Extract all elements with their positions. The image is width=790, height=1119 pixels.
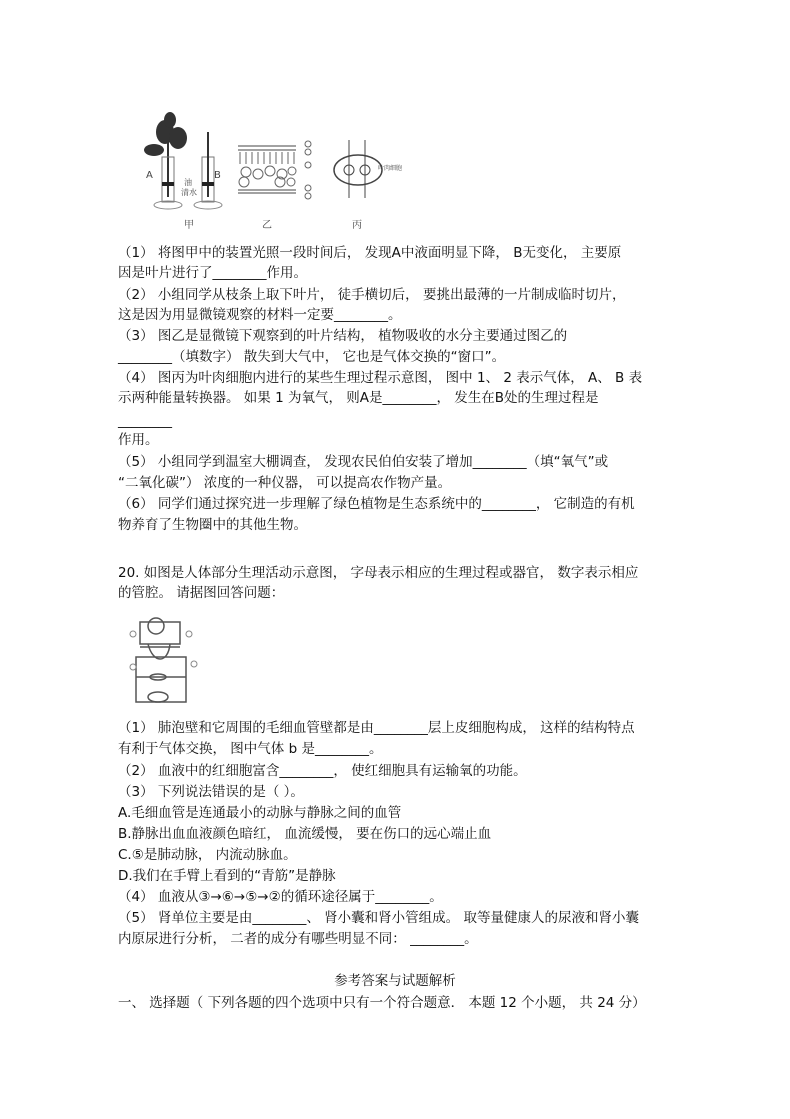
q19-line: 因是叶片进行了________作用。 xyxy=(118,265,307,281)
figure-caption-bing: 丙 xyxy=(352,220,362,231)
label-jia-oil: 油 xyxy=(184,178,192,187)
figure-caption-yi: 乙 xyxy=(262,220,272,231)
q19-line: 这是因为用显微镜观察的材料一定要________。 xyxy=(118,307,402,323)
q19-line: （4） 图丙为叶肉细胞内进行的某些生理过程示意图， 图中 1、 2 表示气体， A、 B 表 xyxy=(118,370,643,386)
q19-line: ________（填数字） 散失到大气中， 它也是气体交换的“窗口”。 xyxy=(118,349,506,365)
q20-line: （4） 血液从③→⑥→⑤→②的循环途径属于________。 xyxy=(118,889,443,905)
figure-caption-jia: 甲 xyxy=(184,220,194,231)
q19-line: 作用。 xyxy=(118,432,159,448)
q19-line: （2） 小组同学从枝条上取下叶片， 徒手横切后， 要挑出最薄的一片制成临时切片， xyxy=(118,287,626,303)
q20-option-d: D.我们在手臂上看到的“青筋”是静脉 xyxy=(118,868,336,884)
q20-line: （1） 肺泡壁和它周围的毛细血管壁都是由________层上皮细胞构成， 这样的结构特点 xyxy=(118,720,635,736)
q19-blank: ________ xyxy=(118,413,172,429)
q20-line: （3） 下列说法错误的是（ ）。 xyxy=(118,784,304,800)
q20-option-c: C.⑤是肺动脉， 内流动脉血。 xyxy=(118,847,297,863)
q19-line: （1） 将图甲中的装置光照一段时间后， 发现A中液面明显下降， B无变化， 主要原 xyxy=(118,245,622,261)
label-jia-water: 清水 xyxy=(181,188,197,197)
q19-line: （6） 同学们通过探究进一步理解了绿色植物是生态系统中的________， 它制造的有机 xyxy=(118,496,635,512)
answers-title: 参考答案与试题解析 xyxy=(334,973,456,989)
q19-line: （5） 小组同学到温室大棚调查， 发现农民伯伯安装了增加________（填“氧气”或 xyxy=(118,454,609,470)
q19-line: “二氧化碳”） 浓度的一种仪器， 可以提高农作物产量。 xyxy=(118,475,452,491)
figure-circulation-diagram xyxy=(128,612,203,707)
q20-line: 内原尿进行分析， 二者的成分有哪些明显不同： ________。 xyxy=(118,931,478,947)
label-bing-cell: 叶肉细胞 xyxy=(378,165,403,172)
q20-intro: 20. 如图是人体部分生理活动示意图， 字母表示相应的生理过程或器官， 数字表示相应 xyxy=(118,565,639,581)
q20-intro: 的管腔。 请据图回答问题： xyxy=(118,585,285,601)
q20-option-a: A.毛细血管是连通最小的动脉与静脉之间的血管 xyxy=(118,805,402,821)
q20-line: （5） 肾单位主要是由________、 肾小囊和肾小管组成。 取等量健康人的尿液和肾小囊 xyxy=(118,910,639,926)
q20-option-b: B.静脉出血血液颜色暗红， 血流缓慢， 要在伤口的远心端止血 xyxy=(118,826,492,842)
q19-line: 示两种能量转换器。 如果 1 为氧气， 则A是________， 发生在B处的生理过程是 xyxy=(118,390,599,406)
q20-line: 有利于气体交换， 图中气体 b 是________。 xyxy=(118,741,383,757)
q19-line: 物养育了生物圈中的其他生物。 xyxy=(118,517,307,533)
label-jia-b: B xyxy=(214,170,221,181)
q20-line: （2） 血液中的红细胞富含________， 使红细胞具有运输氧的功能。 xyxy=(118,763,527,779)
figure-yi-leaf-section xyxy=(236,140,316,200)
q19-line: （3） 图乙是显微镜下观察到的叶片结构， 植物吸收的水分主要通过图乙的 xyxy=(118,328,568,344)
answers-section-heading: 一、 选择题（ 下列各题的四个选项中只有一个符合题意． 本题 12 个小题， 共 24 分） xyxy=(118,995,646,1011)
label-jia-a: A xyxy=(146,170,153,181)
